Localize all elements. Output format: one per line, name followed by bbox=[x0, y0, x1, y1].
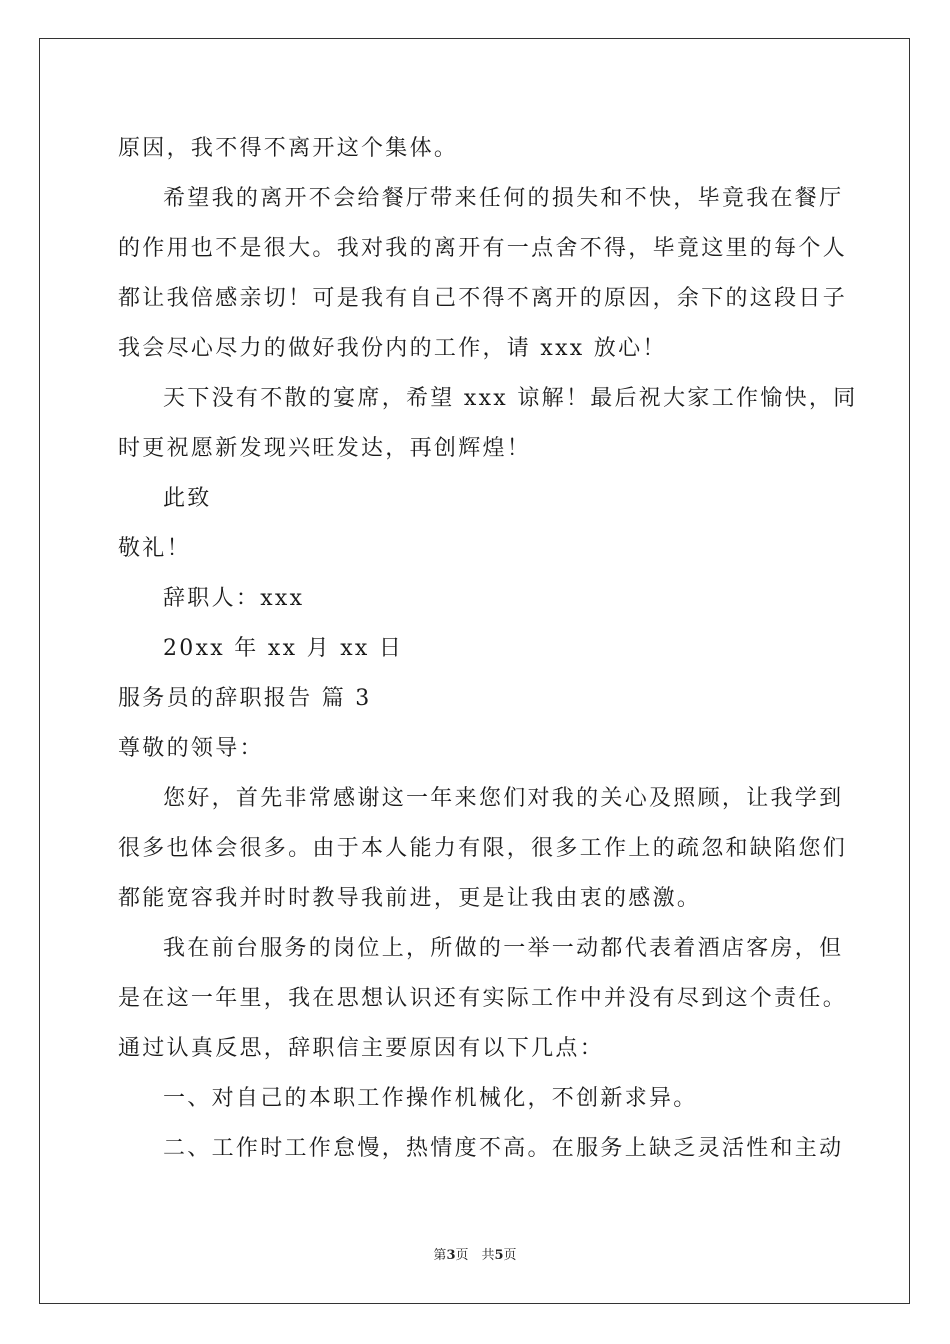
text-line: 原因，我不得不离开这个集体。 bbox=[118, 136, 459, 161]
list-item: 一、对自己的本职工作操作机械化，不创新求异。 bbox=[163, 1086, 698, 1111]
date-line: 20xx 年 xx 月 xx 日 bbox=[163, 636, 404, 661]
closing-respect: 敬礼！ bbox=[118, 536, 191, 561]
text-line: 希望我的离开不会给餐厅带来任何的损失和不快，毕竟我在餐厅 bbox=[163, 186, 844, 211]
text-line: 很多也体会很多。由于本人能力有限，很多工作上的疏忽和缺陷您们 bbox=[118, 836, 848, 861]
text-line: 通过认真反思，辞职信主要原因有以下几点： bbox=[118, 1036, 605, 1061]
page-suffix: 页 bbox=[503, 1248, 517, 1263]
signature-line: 辞职人：xxx bbox=[163, 586, 305, 611]
list-item: 二、工作时工作怠慢，热情度不高。在服务上缺乏灵活性和主动 bbox=[163, 1136, 844, 1161]
page-total: 5 bbox=[494, 1248, 504, 1263]
text-line: 的作用也不是很大。我对我的离开有一点舍不得，毕竟这里的每个人 bbox=[118, 236, 848, 261]
page-number-footer bbox=[0, 1247, 950, 1265]
text-line: 都能宽容我并时时教导我前进，更是让我由衷的感激。 bbox=[118, 886, 702, 911]
text-line: 您好，首先非常感谢这一年来您们对我的关心及照顾，让我学到 bbox=[163, 786, 844, 811]
page-border bbox=[39, 38, 910, 1304]
text-line: 我会尽心尽力的做好我份内的工作，请 xxx 放心！ bbox=[118, 336, 667, 361]
greeting: 尊敬的领导： bbox=[118, 736, 264, 761]
text-line: 都让我倍感亲切！可是我有自己不得不离开的原因，余下的这段日子 bbox=[118, 286, 848, 311]
section-heading: 服务员的辞职报告 篇 3 bbox=[118, 686, 372, 711]
text-line: 天下没有不散的宴席，希望 xxx 谅解！最后祝大家工作愉快，同 bbox=[163, 386, 858, 411]
text-line: 我在前台服务的岗位上，所做的一举一动都代表着酒店客房，但 bbox=[163, 936, 844, 961]
page-prefix: 第 bbox=[433, 1248, 447, 1263]
closing-salutation: 此致 bbox=[163, 486, 212, 511]
page-mid: 页 共 bbox=[455, 1248, 495, 1263]
text-line: 是在这一年里，我在思想认识还有实际工作中并没有尽到这个责任。 bbox=[118, 986, 848, 1011]
text-line: 时更祝愿新发现兴旺发达，再创辉煌！ bbox=[118, 436, 532, 461]
page-current: 3 bbox=[446, 1248, 456, 1263]
